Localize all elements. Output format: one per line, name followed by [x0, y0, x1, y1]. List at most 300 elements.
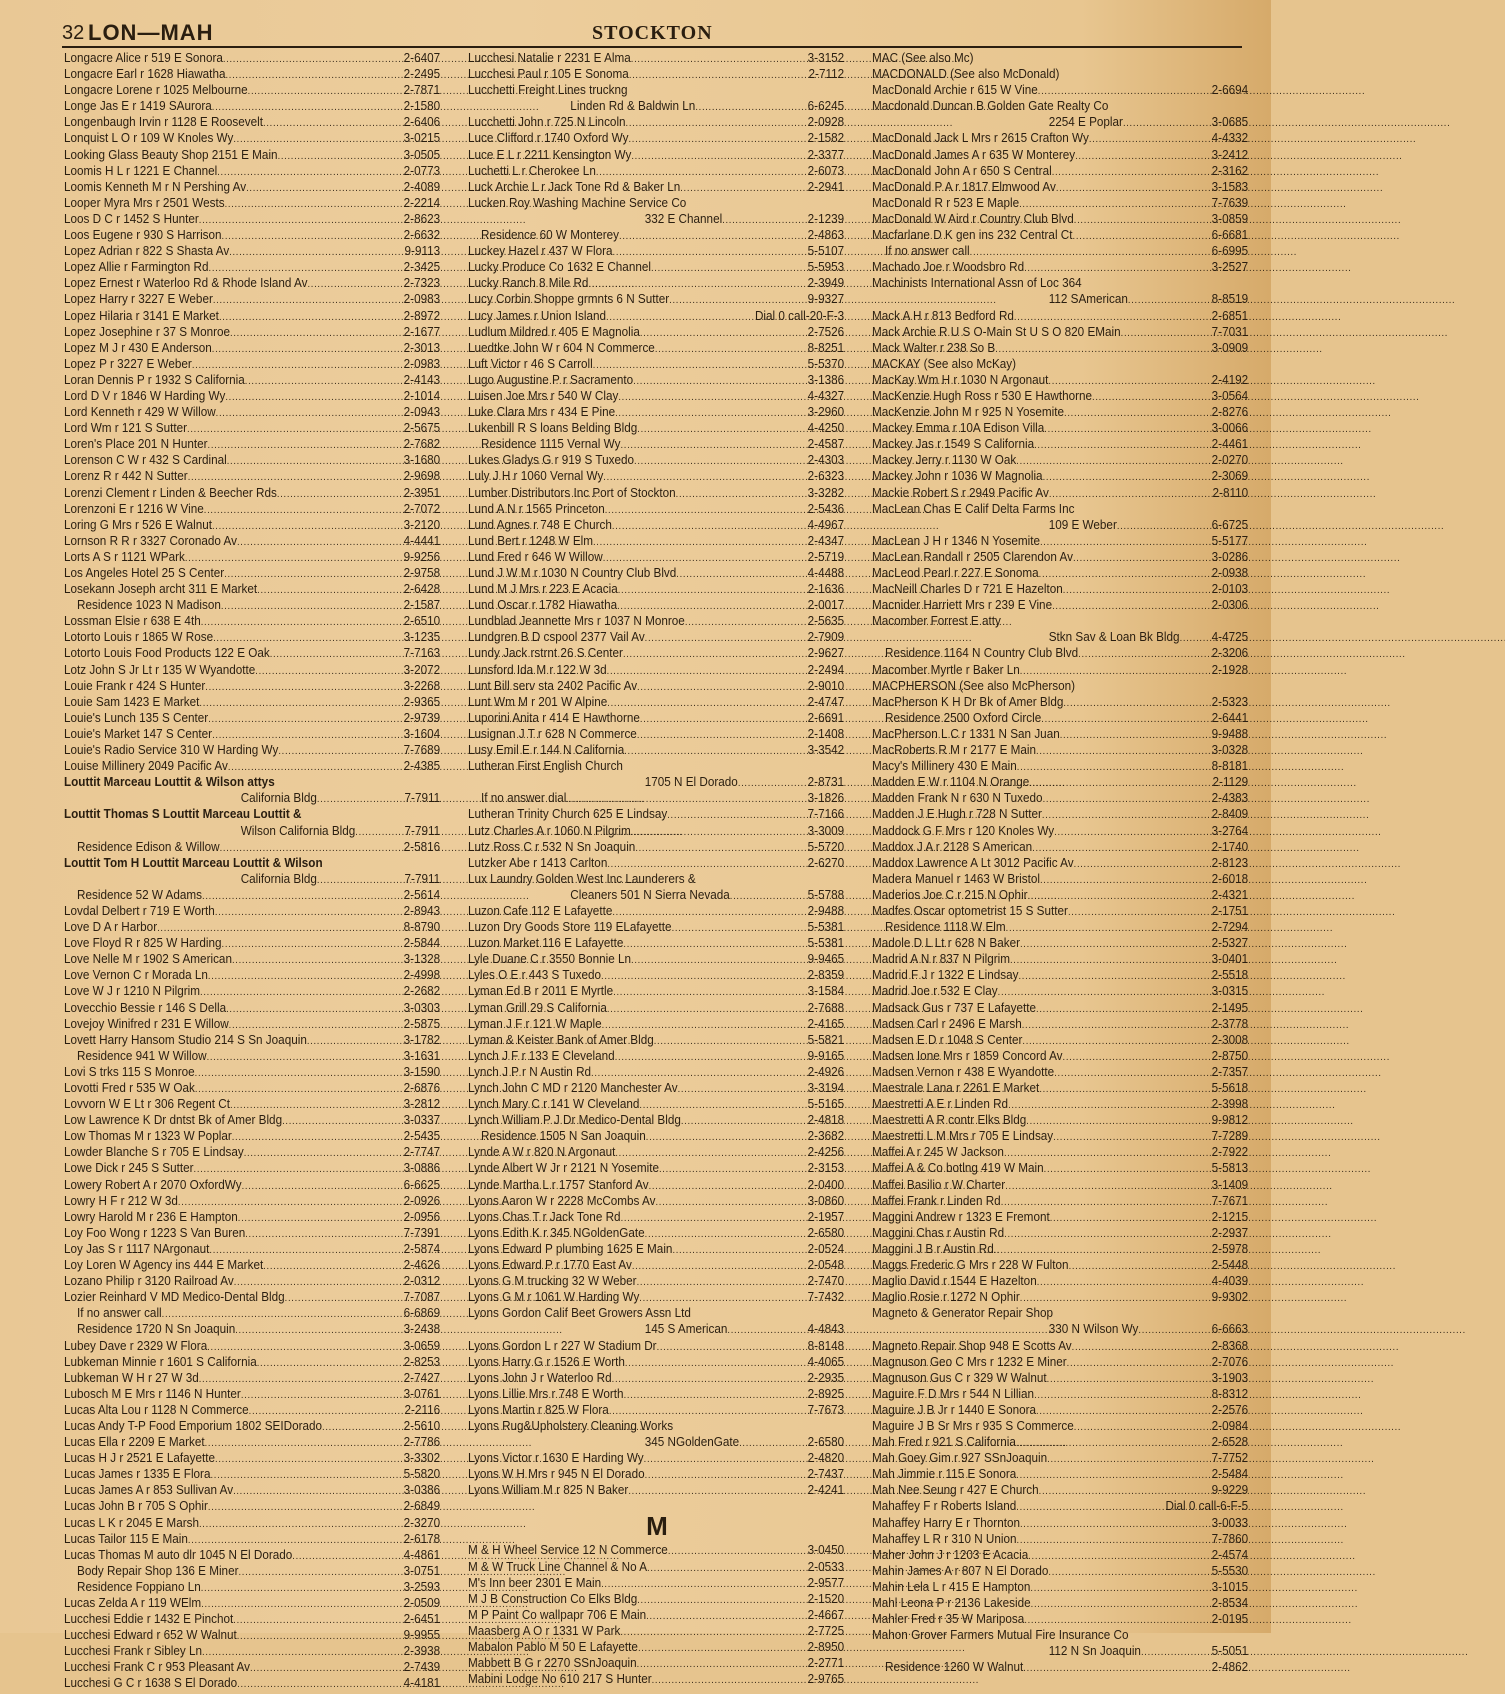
- listing-name: MacNeill Charles D r 721 E Hazelton: [872, 582, 1063, 597]
- listing-entry: [872, 935, 1248, 951]
- listing-entry: [468, 259, 844, 275]
- listing-name: Loy Foo Wong r 1223 S Van Buren: [64, 1225, 246, 1240]
- listing-entry: [872, 485, 1248, 501]
- listing-phone: 2-3270: [403, 1515, 441, 1530]
- listing-name: Luporini Anita r 414 E Hawthorne: [468, 710, 640, 725]
- listing-name: Mahler Fred r 35 W Mariposa: [872, 1612, 1025, 1627]
- listing-entry: [872, 1241, 1248, 1257]
- listing-name: Luke Clara Mrs r 434 E Pine: [468, 405, 616, 420]
- listing-phone: 3-0315: [1211, 984, 1249, 999]
- listing-entry: [468, 147, 844, 163]
- listing-name: Maguire J B Jr r 1440 E Sonora: [872, 1402, 1037, 1417]
- listing-phone: 3-2268: [403, 678, 441, 693]
- listing-phone: 2-0509: [403, 1596, 441, 1610]
- listing-entry: [468, 678, 844, 694]
- listing-entry: [64, 1209, 440, 1225]
- listing-name: M & W Truck Line Channel & No A: [468, 1559, 648, 1574]
- listing-name: Mahaffey F r Roberts Island: [872, 1499, 1017, 1514]
- listing-phone: 2-0984: [1211, 1418, 1249, 1433]
- listing-phone: 2-4383: [1211, 791, 1249, 806]
- listing-phone: 2-1740: [1211, 839, 1249, 854]
- listing-entry: [468, 1671, 844, 1687]
- listing-phone: 2-8925: [807, 1386, 845, 1401]
- listing-name: Madsen E D r 1048 S Center: [872, 1032, 1023, 1047]
- listing-name: Luzon Market 116 E Lafayette: [468, 936, 624, 951]
- listing-phone: 6-6869: [403, 1306, 441, 1321]
- listing-phone: 3-1386: [807, 372, 845, 387]
- listing-phone: 2-6018: [1211, 871, 1249, 886]
- listing-phone: 8-8181: [1211, 759, 1249, 774]
- listing-entry: [872, 694, 1248, 710]
- listing-name: Lopez Josephine r 37 S Monroe: [64, 324, 231, 339]
- listing-name: Lyons Gordon Calif Beet Growers Assn Ltd: [468, 1306, 691, 1321]
- listing-phone: 2-8943: [403, 903, 441, 918]
- listing-name: Mack Walter r 238 So B: [872, 340, 996, 355]
- listing-entry: [872, 1402, 1248, 1418]
- listing-phone: 3-3009: [807, 823, 845, 838]
- listing-phone: 5-5821: [807, 1032, 845, 1047]
- listing-name: Mabalon Pablo M 50 E Lafayette: [468, 1640, 638, 1654]
- listing-phone: 2-2682: [403, 984, 441, 999]
- listing-name: Mackey Emma r 10A Edison Villa: [872, 421, 1045, 436]
- listing-entry: [872, 1643, 1248, 1659]
- listing-entry: [64, 163, 440, 179]
- listing-entry: [468, 468, 844, 484]
- listing-name: Louie's Market 147 S Center: [64, 726, 213, 741]
- listing-name: Mah Jimmie r 115 E Sonora: [872, 1467, 1017, 1482]
- listing-name: Lucy Corbin Shoppe grmnts 6 N Sutter: [468, 292, 670, 307]
- listing-entry: [468, 1559, 844, 1575]
- listing-name: Lyons Chas T r Jack Tone Rd: [468, 1209, 621, 1224]
- listing-name: Lucchesi Frank r Sibley Ln: [64, 1644, 203, 1659]
- listing-name: Magneto Repair Shop 948 E Scotts Av: [872, 1338, 1072, 1353]
- listing-entry: [64, 1000, 440, 1016]
- listing-name: Residence 1115 Vernal Wy: [481, 437, 621, 452]
- listing-entry: [872, 919, 1248, 935]
- listing-entry: [64, 1128, 440, 1144]
- listing-entry: [64, 1627, 440, 1643]
- listing-name: Louttit Tom H Louttit Marceau Louttit & Wilson: [64, 855, 323, 870]
- listing-phone: 2-0938: [1211, 566, 1249, 580]
- listing-name: Lunsford Ida M r 122 W 3d: [468, 662, 607, 677]
- listing-entry: [468, 806, 844, 822]
- listing-phone: 2-6441: [1211, 710, 1249, 725]
- listing-entry: [64, 855, 440, 871]
- listing-name: Lyles O E r 443 S Tuxedo: [468, 968, 602, 983]
- listing-entry: [64, 98, 440, 114]
- listing-phone: 7-7391: [403, 1225, 441, 1240]
- listing-entry: [872, 1064, 1248, 1080]
- listing-name: Madera Manuel r 1463 W Bristol: [872, 871, 1040, 886]
- listing-entry: [64, 967, 440, 983]
- listing-phone: 2-0983: [403, 356, 441, 371]
- listing-phone: 6-6681: [1211, 228, 1249, 243]
- listing-entry: [872, 1450, 1248, 1466]
- listing-phone: 8-8312: [1211, 1386, 1249, 1401]
- listing-phone: 2-3949: [807, 276, 845, 291]
- listing-name: Lopez M J r 430 E Anderson: [64, 340, 212, 355]
- listing-entry: [64, 1032, 440, 1048]
- listing-entry: [872, 211, 1248, 227]
- listing-name: Mackey John r 1036 W Magnolia: [872, 469, 1043, 484]
- listing-phone: 8-8148: [807, 1338, 845, 1353]
- listing-phone: 2-7437: [807, 1467, 845, 1482]
- listing-phone: 2-6580: [807, 1225, 845, 1240]
- listing-entry: [872, 1338, 1248, 1354]
- listing-name: Luckey Hazel r 437 W Flora: [468, 244, 613, 259]
- listing-phone: 3-0328: [1211, 743, 1249, 758]
- listing-entry: [468, 485, 844, 501]
- listing-name: MacDonald P A r 1817 Elmwood Av: [872, 179, 1056, 194]
- listing-entry: [872, 308, 1248, 324]
- listing-phone: 2-1587: [403, 598, 441, 613]
- listing-entry: [872, 1627, 1248, 1643]
- listing-phone: 2-5323: [1211, 694, 1249, 709]
- listing-phone: 2-0306: [1211, 598, 1249, 613]
- listing-name: Lyons Aaron W r 2228 McCombs Av: [468, 1193, 656, 1208]
- listing-name: Luisen Joe Mrs r 540 W Clay: [468, 388, 619, 403]
- listing-entry: [872, 1498, 1248, 1514]
- listing-entry: [872, 581, 1248, 597]
- listing-phone: 3-0886: [403, 1161, 441, 1176]
- listing-name: Magnuson Geo C Mrs r 1232 E Miner: [872, 1354, 1067, 1369]
- listing-name: Macy's Millinery 430 E Main: [872, 759, 1017, 774]
- listing-name: Maffei Frank r Linden Rd: [872, 1193, 1001, 1208]
- listing-phone: 9-9113: [404, 244, 441, 259]
- listing-phone: 4-4861: [403, 1547, 441, 1562]
- listing-phone: 3-1782: [403, 1032, 441, 1047]
- listing-entry: [64, 1048, 440, 1064]
- listing-entry: [872, 1209, 1248, 1225]
- listing-name: Lutz Charles A r 1060 N Pilgrim: [468, 823, 631, 838]
- listing-entry: [468, 1607, 844, 1623]
- listing-entry: [468, 1177, 844, 1193]
- listing-name: Lucken Roy Washing Machine Service Co: [468, 195, 687, 210]
- listing-name: Longacre Alice r 519 E Sonora: [64, 51, 223, 65]
- listing-name: Lucy James r Union Island: [468, 308, 607, 323]
- listing-name: Lucchesi Paul r 105 E Sonoma: [468, 67, 629, 82]
- listing-entry: [872, 887, 1248, 903]
- listing-entry: [468, 1000, 844, 1016]
- listing-entry: [872, 275, 1248, 291]
- listing-phone: 5-5177: [1211, 533, 1249, 548]
- listing-entry: [872, 1466, 1248, 1482]
- listing-name: Maglio David r 1544 E Hazelton: [872, 1274, 1037, 1289]
- listing-entry: [64, 291, 440, 307]
- listing-name: MACPHERSON (See also McPherson): [872, 678, 1076, 693]
- listing-phone: 7-7911: [404, 823, 441, 838]
- listing-name: Lunt Wm M r 201 W Alpine: [468, 694, 608, 709]
- listing-name: Maggs Frederic G Mrs r 228 W Fulton: [872, 1258, 1069, 1273]
- listing-entry: [64, 1080, 440, 1096]
- listing-entry: [468, 130, 844, 146]
- listing-entry: [872, 1595, 1248, 1611]
- listing-phone: 9-9302: [1211, 1290, 1249, 1305]
- listing-name: Lucas Alta Lou r 1128 N Commerce: [64, 1402, 249, 1417]
- listing-name: Lorenzoni E r 1216 W Vine: [64, 501, 204, 516]
- listing-entry: [468, 291, 844, 307]
- listing-name: Mack A H r 813 Bedford Rd: [872, 308, 1014, 323]
- listing-phone: 2-0926: [403, 1193, 441, 1208]
- listing-phone: 2-7076: [1211, 1354, 1249, 1369]
- listing-name: Low Thomas M r 1323 W Poplar: [64, 1129, 232, 1144]
- listing-name: MacKenzie John M r 925 N Yosemite: [872, 405, 1065, 420]
- listing-entry: [64, 356, 440, 372]
- listing-name: Lunt Bill serv sta 2402 Pacific Av: [468, 678, 638, 693]
- listing-entry: [64, 1547, 440, 1563]
- listing-entry: [872, 1434, 1248, 1450]
- listing-phone: 2-2771: [807, 1656, 845, 1671]
- listing-name: Maffei Basilio r W Charter: [872, 1177, 1006, 1192]
- listing-name: Residence 1720 N Sn Joaquin: [77, 1322, 236, 1337]
- listing-phone: 2-8110: [1212, 485, 1249, 500]
- listing-entry: [468, 1418, 844, 1434]
- listing-entry: [468, 420, 844, 436]
- listing-entry: [468, 710, 844, 726]
- listing-name: Residence 1164 N Country Club Blvd: [885, 646, 1079, 661]
- listing-phone: 6-6725: [1211, 517, 1249, 532]
- listing-entry: [468, 1386, 844, 1402]
- listing-name: 330 N Wilson Wy: [1048, 1322, 1139, 1337]
- listing-phone: 2-8534: [1211, 1596, 1249, 1610]
- listing-entry: [64, 742, 440, 758]
- listing-name: Loran Dennis P r 1932 S California: [64, 372, 245, 387]
- listing-phone: 2-3206: [1211, 646, 1249, 661]
- listing-name: Lundgren B D cspool 2377 Vail Av: [468, 630, 645, 645]
- listing-entry: [872, 501, 1248, 517]
- listing-phone: 5-5370: [807, 356, 845, 371]
- listing-entry: [872, 1160, 1248, 1176]
- listing-name: MacLean Chas E Calif Delta Farms Inc: [872, 501, 1075, 516]
- listing-entry: [468, 517, 844, 533]
- listing-phone: 3-0386: [403, 1483, 441, 1498]
- listing-name: Loomis Kenneth M r N Pershing Av: [64, 179, 247, 194]
- listing-entry: [468, 983, 844, 999]
- listing-phone: 2-4926: [807, 1064, 845, 1079]
- listing-entry: [872, 1225, 1248, 1241]
- listing-entry: [872, 951, 1248, 967]
- listing-name: Maguire F D Mrs r 544 N Lillian: [872, 1386, 1035, 1401]
- listing-name: Lovecchio Bessie r 146 S Della: [64, 1000, 227, 1015]
- listing-phone: 2-3682: [807, 1129, 845, 1144]
- listing-phone: 2-7112: [808, 67, 845, 82]
- listing-entry: [468, 1639, 844, 1655]
- listing-name: Lutheran Trinity Church 625 E Lindsay: [468, 807, 668, 822]
- listing-name: Lumber Distributors Inc Port of Stockton: [468, 485, 676, 500]
- listing-name: Lux Laundry Golden West Inc Launderers &: [468, 871, 696, 886]
- listing-phone: 2-7427: [403, 1370, 441, 1385]
- listing-entry: [64, 629, 440, 645]
- listing-phone: 2-7871: [403, 83, 441, 98]
- listing-entry: [468, 951, 844, 967]
- listing-entry: [468, 613, 844, 629]
- listing-phone: 3-1328: [403, 952, 441, 967]
- listing-phone: 2-5327: [1211, 936, 1249, 951]
- listing-name: MACDONALD (See also McDonald): [872, 67, 1060, 82]
- listing-phone: 2-8359: [807, 968, 845, 983]
- listing-entry: [872, 1579, 1248, 1595]
- listing-phone: 2-4818: [807, 1113, 845, 1128]
- listing-entry: [872, 1321, 1248, 1337]
- listing-entry: [872, 1144, 1248, 1160]
- listing-name: Madrid A N r 837 N Pilgrim: [872, 952, 1011, 967]
- listing-entry: [872, 1531, 1248, 1547]
- section-letter: M: [646, 1511, 668, 1542]
- listing-name: Luce Clifford r 1740 Oxford Wy: [468, 131, 629, 146]
- listing-phone: 2-6510: [403, 614, 441, 629]
- listing-phone: 2-3998: [1211, 1097, 1249, 1112]
- listing-phone: 2-2214: [403, 195, 441, 210]
- listing-phone: 3-0286: [1211, 549, 1249, 564]
- listing-name: Lyons Gordon L r 227 W Stadium Dr: [468, 1338, 657, 1353]
- listing-entry: [468, 1144, 844, 1160]
- listing-entry: [872, 1080, 1248, 1096]
- listing-name: Lowry H F r 212 W 3d: [64, 1193, 178, 1208]
- listing-name: Longe Jas E r 1419 SAurora: [64, 99, 212, 114]
- listing-phone: 2-1239: [807, 211, 845, 226]
- listing-entry: [64, 581, 440, 597]
- listing-phone: 2-9739: [403, 710, 441, 725]
- listing-phone: 2-8750: [1211, 1048, 1249, 1063]
- listing-name: Lucas James r 1335 E Flora: [64, 1467, 211, 1482]
- listing-entry: [872, 774, 1248, 790]
- listing-name: Maddox J A r 2128 S American: [872, 839, 1033, 854]
- listing-phone: 3-1680: [403, 453, 441, 468]
- listing-phone: 9-9229: [1211, 1483, 1249, 1498]
- listing-name: Magnuson Gus C r 329 W Walnut: [872, 1370, 1047, 1385]
- page-range: LON—MAH: [88, 20, 214, 45]
- listing-phone: 2-1580: [403, 99, 441, 114]
- listing-phone: 2-6178: [403, 1531, 441, 1546]
- listing-name: Residence 941 W Willow: [77, 1048, 207, 1063]
- listing-name: Lucas Andy T-P Food Emporium 1802 SEIDorado: [64, 1418, 323, 1433]
- listing-entry: [64, 227, 440, 243]
- column-3: [872, 50, 1250, 1675]
- listing-name: Lutz Ross C r 532 N Sn Joaquin: [468, 839, 636, 854]
- listing-entry: [468, 565, 844, 581]
- listing-name: Lornson R R r 3327 Coronado Av: [64, 533, 237, 548]
- listing-entry: [468, 662, 844, 678]
- listing-name: Residence 1118 W Elm: [885, 920, 1006, 935]
- listing-name: 1705 N El Dorado: [644, 775, 738, 790]
- listing-entry: [64, 275, 440, 291]
- listing-phone: 4-4441: [403, 533, 441, 548]
- listing-phone: 2-8276: [1211, 405, 1249, 420]
- listing-phone: 4-4725: [1211, 630, 1249, 645]
- listing-name: Love Floyd R r 825 W Harding: [64, 936, 222, 951]
- listing-entry: [872, 517, 1248, 533]
- listing-phone: 4-4250: [807, 421, 845, 436]
- listing-phone: 3-0859: [1211, 211, 1249, 226]
- listing-entry: [872, 903, 1248, 919]
- listing-entry: [468, 404, 844, 420]
- listing-phone: 4-4488: [807, 566, 845, 580]
- listing-name: Lord D V r 1846 W Harding Wy: [64, 388, 226, 403]
- listing-entry: [872, 1418, 1248, 1434]
- listing-phone: 2-7357: [1211, 1064, 1249, 1079]
- listing-entry: [468, 98, 844, 114]
- listing-name: Macfarlane D K gen ins 232 Central Ct: [872, 228, 1073, 243]
- listing-name: Lynde Albert W Jr r 2121 N Yosemite: [468, 1161, 659, 1176]
- listing-phone: 3-2072: [403, 662, 441, 677]
- listing-entry: [872, 340, 1248, 356]
- listing-entry: [872, 855, 1248, 871]
- listing-entry: [468, 1305, 844, 1321]
- listing-name: MAC (See also Mc): [872, 51, 974, 65]
- listing-name: Mackey Jerry r 1130 W Oak: [872, 453, 1017, 468]
- listing-name: Lyons Edith K r 345 NGoldenGate: [468, 1225, 645, 1240]
- listing-phone: 9-9165: [807, 1048, 845, 1063]
- listing-name: Luzon Cafe 112 E Lafayette: [468, 903, 613, 918]
- listing-phone: 2-2494: [807, 662, 845, 677]
- listing-name: Maffei A & Co botlng 419 W Main: [872, 1161, 1044, 1176]
- listing-phone: 2-6694: [1211, 83, 1249, 98]
- listing-entry: [872, 613, 1248, 629]
- listing-phone: 3-2764: [1211, 823, 1249, 838]
- listing-phone: 2-6876: [403, 1081, 441, 1095]
- listing-phone: 2-9365: [403, 694, 441, 709]
- listing-entry: [64, 1434, 440, 1450]
- listing-phone: 3-3152: [807, 51, 845, 65]
- listing-entry: [872, 1482, 1248, 1498]
- listing-phone: 2-2937: [1211, 1225, 1249, 1240]
- listing-phone: 2-5435: [403, 1129, 441, 1144]
- dot-leader: [237, 1675, 403, 1693]
- listing-entry: [468, 790, 844, 806]
- listing-entry: [64, 678, 440, 694]
- listing-phone: 3-1235: [403, 630, 441, 645]
- listing-phone: 2-1957: [807, 1209, 845, 1224]
- listing-phone: 7-7689: [403, 743, 441, 758]
- listing-entry: [64, 1273, 440, 1289]
- listing-name: Lotorto Louis r 1865 W Rose: [64, 630, 214, 645]
- listing-phone: 2-7688: [807, 1000, 845, 1015]
- listing-entry: [64, 1193, 440, 1209]
- listing-name: Lucas John B r 705 S Ophir: [64, 1499, 208, 1514]
- listing-name: If no answer call: [77, 1306, 162, 1321]
- listing-entry: [468, 436, 844, 452]
- listing-name: Body Repair Shop 136 E Miner: [77, 1563, 239, 1578]
- listing-entry: [468, 501, 844, 517]
- listing-entry: [64, 517, 440, 533]
- listing-entry: [872, 871, 1248, 887]
- listing-entry: [64, 1144, 440, 1160]
- listing-name: Lynch Mary C r 141 W Cleveland: [468, 1097, 640, 1112]
- listing-entry: [872, 742, 1248, 758]
- listing-phone: 2-2576: [1211, 1402, 1249, 1417]
- listing-phone: 2-4143: [403, 372, 441, 387]
- listing-name: Lubosch M E Mrs r 1146 N Hunter: [64, 1386, 241, 1401]
- listing-entry: [64, 66, 440, 82]
- listing-name: Maggini J B r Austin Rd: [872, 1241, 994, 1256]
- listing-entry: [468, 195, 844, 211]
- listing-phone: 7-7087: [403, 1290, 441, 1305]
- listing-phone: 2-4862: [1211, 1660, 1249, 1675]
- listing-name: Love D A r Harbor: [64, 920, 158, 935]
- listing-name: 332 E Channel: [644, 211, 723, 226]
- listing-entry: [872, 66, 1248, 82]
- listing-phone: 2-1014: [403, 388, 441, 403]
- listing-entry: [468, 1032, 844, 1048]
- listing-entry: [872, 291, 1248, 307]
- listing-name: Lopez Hilaria r 3141 E Market: [64, 308, 219, 323]
- listing-name: Luchetti L r Cherokee Ln: [468, 163, 596, 178]
- listing-entry: [468, 1354, 844, 1370]
- listing-name: Louise Millinery 2049 Pacific Av: [64, 759, 228, 774]
- listing-name: Mahl Leona P r 2136 Lakeside: [872, 1596, 1031, 1610]
- listing-phone: 2-0400: [807, 1177, 845, 1192]
- listing-name: California Bldg: [240, 791, 317, 806]
